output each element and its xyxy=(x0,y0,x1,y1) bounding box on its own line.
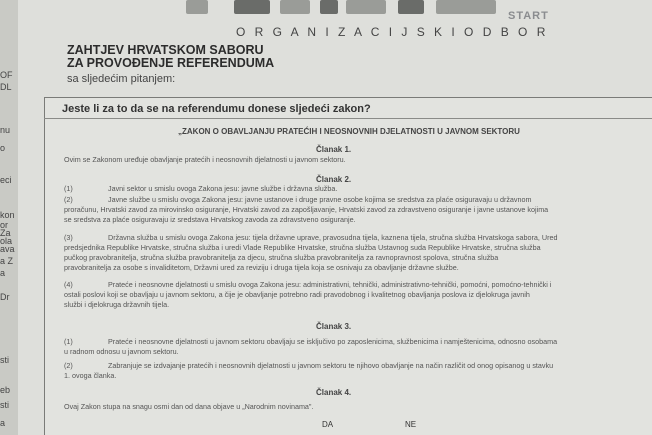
margin-text: OF xyxy=(0,70,13,80)
union-logo xyxy=(186,0,208,14)
document-title xyxy=(67,44,274,70)
margin-text: a xyxy=(0,268,6,278)
clanak-4-heading: Članak 4. xyxy=(316,388,352,397)
paragraph-text: ostali poslovi koji se obavljaju u javnom sektoru, a čije je obavljanje potrebno radi pravodobnog i kvalitetnog obavljanja poslova iz djelokruga javnih xyxy=(64,290,530,299)
paragraph-text: Zabranjuje se izdvajanje pratećih i neosnovnih djelatnosti u javnom sektoru te njihovo obavljanje na način različit od onog opisanog u stavku xyxy=(108,361,554,370)
divider xyxy=(44,118,652,119)
clanak-3-heading: Članak 3. xyxy=(316,322,352,331)
paragraph-text: službi i djelokruga državnih tijela. xyxy=(64,300,170,309)
margin-text: or xyxy=(0,220,9,230)
margin-text: sti xyxy=(0,400,9,410)
margin-text: Za xyxy=(0,228,11,238)
subtitle: sa sljedećim pitanjem: xyxy=(67,73,176,85)
paragraph-number: (1) xyxy=(64,337,73,346)
margin-text: eci xyxy=(0,175,12,185)
clanak-4-text: Ovaj Zakon stupa na snagu osmi dan od dana objave u „Narodnim novinama". xyxy=(64,402,314,411)
vote-no-label: NE xyxy=(405,420,417,429)
paragraph-text: 1. ovoga članka. xyxy=(64,371,117,380)
vote-yes-label: DA xyxy=(322,420,334,429)
paragraph-number: (2) xyxy=(64,195,73,204)
paragraph-text: proračunu, Hrvatski zavod za mirovinsko osiguranje, Hrvatski zavod za zapošljavanje, Hrvatski zavod za zdravstveno osiguranje i javne ustanove kojima xyxy=(64,205,549,214)
union-logo xyxy=(280,0,310,14)
adjacent-page-strip xyxy=(0,0,18,435)
paragraph-number: (2) xyxy=(64,361,73,370)
start-logo: START xyxy=(508,10,549,22)
margin-text: eb xyxy=(0,385,11,395)
union-logo xyxy=(320,0,338,14)
clanak-1-text: Ovim se Zakonom uređuje obavljanje pratećih i neosnovnih djelatnosti u javnom sektoru. xyxy=(64,155,346,164)
paragraph-number: (4) xyxy=(64,280,73,289)
paragraph-number: (3) xyxy=(64,233,73,242)
union-logo xyxy=(234,0,270,14)
clanak-1-heading: Članak 1. xyxy=(316,145,352,154)
margin-text: sti xyxy=(0,355,9,365)
margin-text: DL xyxy=(0,82,12,92)
paragraph-text: pučkog pravobranitelja, stručna služba pravobranitelja za djecu, stručna služba pravobranitelja za ravnopravnost spolova, stručna služba xyxy=(64,253,499,262)
margin-text: Dr xyxy=(0,292,10,302)
paragraph-text: Državna služba u smislu ovoga Zakona jesu: tijela državne uprave, pravosudna tijela, kaznena tijela, stručna služba Hrvatskoga sabora, Ured xyxy=(108,233,558,242)
title-line-1: ZAHTJEV HRVATSKOM SABORU xyxy=(67,43,264,57)
paragraph-text: pravobranitelja za osobe s invaliditetom, Državni ured za reviziju i druga tijela koja se osnivaju za obavljanje državne službe. xyxy=(64,263,459,272)
margin-text: ava xyxy=(0,244,15,254)
paragraph-text: u radnom odnosu u javnom sektoru. xyxy=(64,347,179,356)
margin-text: o xyxy=(0,143,6,153)
margin-text: a xyxy=(0,418,6,428)
clanak-2-heading: Članak 2. xyxy=(316,175,352,184)
union-logo xyxy=(436,0,496,14)
margin-text: ola xyxy=(0,236,13,246)
paragraph-text: se sredstva za plaće osiguravaju iz sredstava Hrvatskog zavoda za zdravstveno osiguranje. xyxy=(64,215,356,224)
paragraph-number: (1) xyxy=(64,184,73,193)
paragraph-text: predsjednika Republike Hrvatske, stručna služba i uredi Vlade Republike Hrvatske, stručna služba Ustavnog suda Republike Hrvatske, stručna služba xyxy=(64,243,541,252)
paragraph-text: Javni sektor u smislu ovoga Zakona jesu: javne službe i državna služba. xyxy=(108,184,338,193)
law-title: „ZAKON O OBAVLJANJU PRATEĆIH I NEOSNOVNIH DJELATNOSTI U JAVNOM SEKTORU xyxy=(178,127,520,136)
margin-text: a Z xyxy=(0,256,14,266)
union-logo xyxy=(398,0,424,14)
union-logo xyxy=(346,0,386,14)
org-heading: O R G A N I Z A C I J S K I O D B O R xyxy=(236,25,549,39)
paragraph-text: Javne službe u smislu ovoga Zakona jesu: javne ustanove i druge pravne osobe kojima se sredstva za plaće osiguravaju u državnom xyxy=(108,195,532,204)
paragraph-text: Prateće i neosnovne djelatnosti u smislu ovoga Zakona jesu: administrativni, tehnički, administrativno-tehnički, pomoćni, pomoćno-tehnički i xyxy=(108,280,552,289)
paragraph-text: Prateće i neosnovne djelatnosti u javnom sektoru obavljaju se isključivo po zaposlenicima, službenicima i namještenicima, odnosno osobama xyxy=(108,337,558,346)
margin-text: nu xyxy=(0,125,11,135)
margin-text: kon xyxy=(0,210,15,220)
referendum-question: Jeste li za to da se na referendumu donese sljedeći zakon? xyxy=(62,103,371,115)
title-line-2: ZA PROVOĐENJE REFERENDUMA xyxy=(67,56,275,70)
